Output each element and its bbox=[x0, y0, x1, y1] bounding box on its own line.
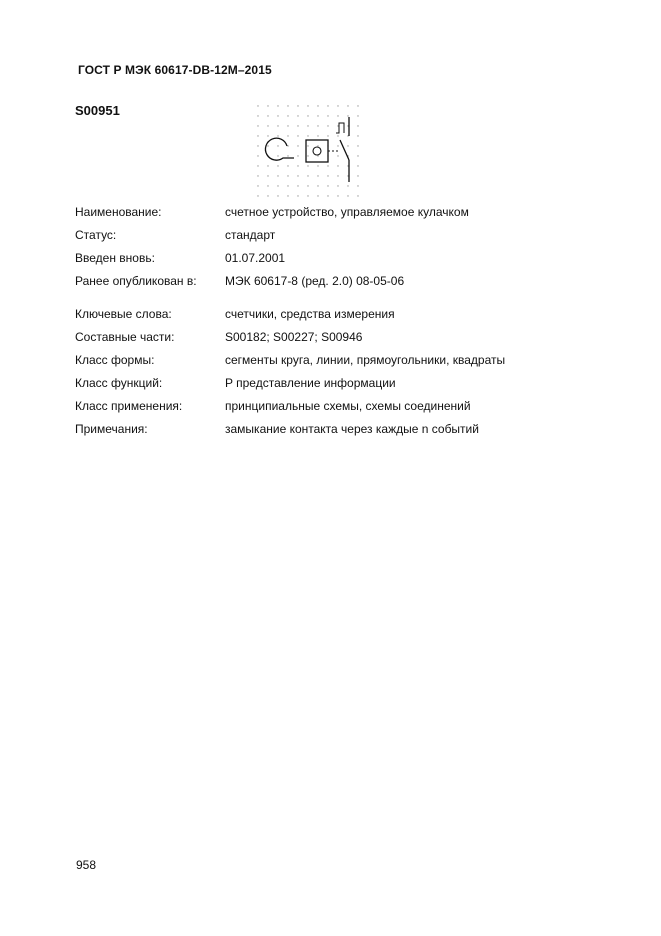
pulse-mark bbox=[336, 123, 344, 133]
field-value: 01.07.2001 bbox=[225, 251, 286, 265]
field-value: стандарт bbox=[225, 228, 276, 242]
field-label: Составные части: bbox=[75, 330, 175, 344]
counter-circle bbox=[313, 147, 321, 155]
field-value: МЭК 60617-8 (ред. 2.0) 08-05-06 bbox=[225, 274, 405, 288]
page-number: 958 bbox=[76, 858, 97, 872]
symbol-code: S00951 bbox=[75, 103, 120, 118]
document-header: ГОСТ Р МЭК 60617-DB-12M–2015 bbox=[78, 63, 272, 77]
field-label: Класс функций: bbox=[75, 376, 163, 390]
field-label: Статус: bbox=[75, 228, 117, 242]
field-label: Наименование: bbox=[75, 205, 162, 219]
field-value: счетное устройство, управляемое кулачком bbox=[225, 205, 469, 219]
field-label: Ранее опубликован в: bbox=[75, 274, 197, 288]
cam-counter-symbol-icon bbox=[252, 100, 372, 200]
field-label: Класс формы: bbox=[75, 353, 155, 367]
field-value: сегменты круга, линии, прямоугольники, квадраты bbox=[225, 353, 506, 367]
field-value: принципиальные схемы, схемы соединений bbox=[225, 399, 471, 413]
field-label: Введен вновь: bbox=[75, 251, 155, 265]
field-label: Примечания: bbox=[75, 422, 148, 436]
field-value: P представление информации bbox=[225, 376, 396, 390]
cam-segment bbox=[265, 138, 294, 160]
counter-square bbox=[306, 140, 328, 162]
field-value: S00182; S00227; S00946 bbox=[225, 330, 363, 344]
field-label: Ключевые слова: bbox=[75, 307, 172, 321]
field-label: Класс применения: bbox=[75, 399, 183, 413]
contact-blade bbox=[340, 140, 349, 160]
field-value: счетчики, средства измерения bbox=[225, 307, 395, 321]
field-value: замыкание контакта через каждые n событий bbox=[225, 422, 479, 436]
